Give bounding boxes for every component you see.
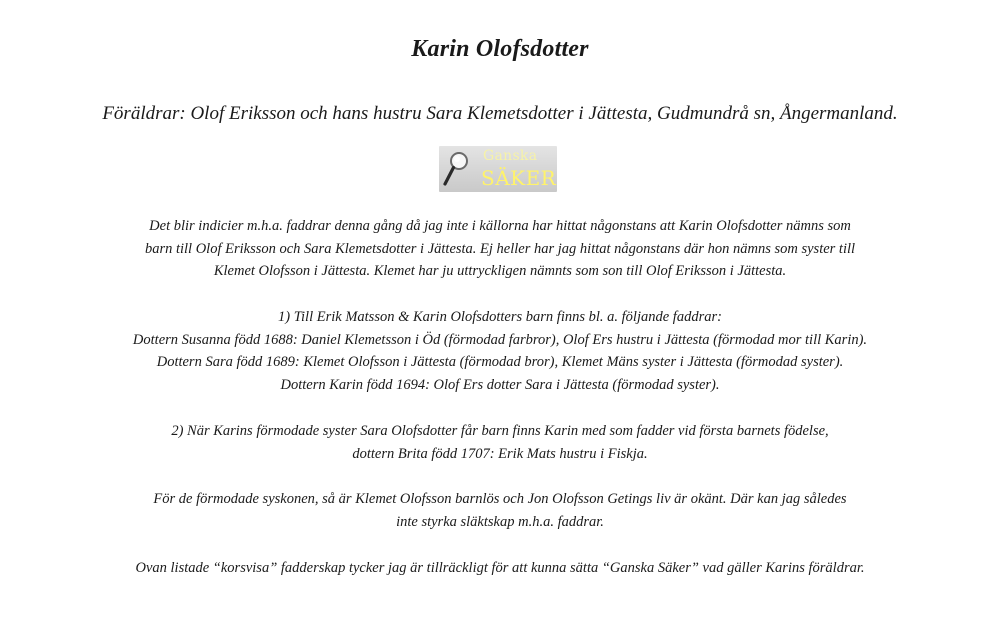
text-line: inte styrka släktskap m.h.a. faddrar.: [396, 513, 604, 530]
text-line: 2) När Karins förmodade syster Sara Olofsdotter får barn finns Karin med som fadder vid första barnets födelse,: [171, 423, 829, 439]
text-line: Dottern Karin född 1694: Olof Ers dotter Sara i Jättesta (förmodad syster).: [280, 376, 720, 393]
magnifier-icon: [442, 150, 472, 188]
paragraph-faddrar-list: [0, 306, 1000, 396]
badge-label-main: SÄKER: [481, 166, 557, 190]
badge-label-top: Ganska: [483, 148, 538, 164]
parents-line: Föräldrar: Olof Eriksson och hans hustru Sara Klemetsdotter i Jättesta, Gudmundrå sn, Ångermanland.: [102, 103, 898, 124]
text-line: barn till Olof Eriksson och Sara Klemetsdotter i Jättesta. Ej heller har jag hittat någonstans där hon nämns som syster till: [144, 240, 856, 257]
paragraph-conclusion: [0, 557, 1000, 580]
certainty-badge: [439, 146, 557, 192]
text-line: Ovan listade “korsvisa” fadderskap tycker jag är tillräckligt för att kunna sätta “Ganska Säker” vad gäller Karins föräldrar.: [135, 560, 865, 576]
text-line: dottern Brita född 1707: Erik Mats hustru i Fiskja.: [352, 445, 648, 462]
page-title: Karin Olofsdotter: [411, 36, 589, 62]
text-line: Klemet Olofsson i Jättesta. Klemet har ju uttryckligen nämnts som son till Olof Eriksson i Jättesta.: [213, 263, 787, 279]
paragraph-indicier: [0, 215, 1000, 283]
text-line: 1) Till Erik Matsson & Karin Olofsdotters barn finns bl. a. följande faddrar:: [278, 309, 722, 325]
text-line: För de förmodade syskonen, så är Klemet Olofsson barnlös och Jon Olofsson Getings liv är okänt. Där kan jag således: [153, 491, 847, 507]
paragraph-siblings: [0, 488, 1000, 533]
paragraph-sister-fadder: [0, 420, 1000, 465]
text-line: Dottern Sara född 1689: Klemet Olofsson i Jättesta (förmodad bror), Klemet Mäns syster i Jättesta (förmodad syster).: [156, 354, 844, 370]
text-line: Dottern Susanna född 1688: Daniel Klemetsson i Öd (förmodad farbror), Olof Ers hustru i Jättesta (förmodad mor till Karin).: [132, 331, 868, 348]
text-line: Det blir indicier m.h.a. faddrar denna gång då jag inte i källorna har hittat någonstans att Karin Olofsdotter nämns som: [149, 218, 851, 234]
